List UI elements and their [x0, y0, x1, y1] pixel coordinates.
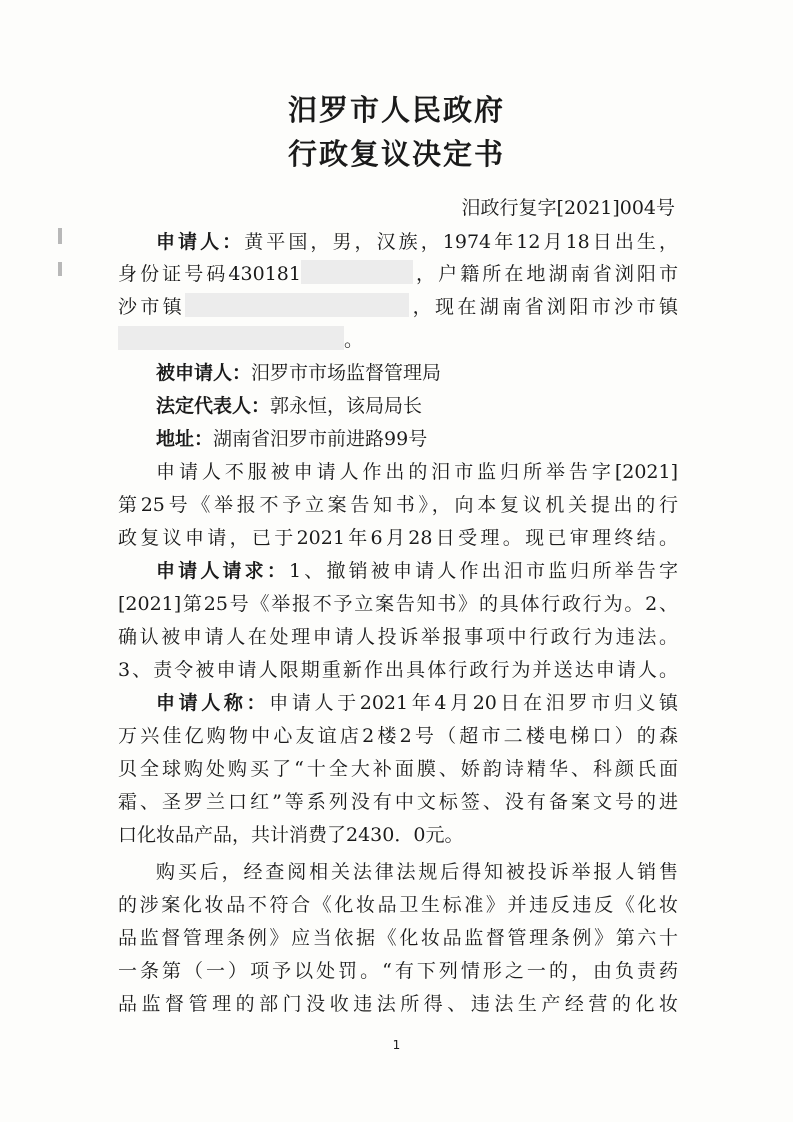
paragraph-line: 购买后，经查阅相关法律法规后得知被投诉举报人销售: [156, 861, 678, 883]
request-line1: 申请人请求：1、撤销被申请人作出汨市监归所举告字: [156, 560, 678, 582]
claim-line1: 申请人称：申请人于2021年4月20日在汨罗市归义镇: [156, 692, 678, 714]
redaction-block: [185, 293, 409, 317]
applicant-line1: 申请人：黄平国，男，汉族，1974年12月18日出生，: [156, 231, 678, 253]
doc-title-line1: 汨罗市人民政府: [287, 93, 505, 127]
paragraph-line: 确认被申请人在处理申请人投诉举报事项中行政行为违法。: [118, 626, 678, 648]
request-label: 申请人请求：: [156, 560, 290, 582]
paragraph-line: 第25号《举报不予立案告知书》，向本复议机关提出的行: [118, 494, 678, 516]
claim-label: 申请人称：: [156, 692, 270, 714]
page-number: 1: [392, 1038, 401, 1052]
scan-mark: [58, 228, 62, 244]
doc-number: 汨政行复字[2021]004号: [461, 197, 675, 219]
paragraph-line: 的涉案化妆品不符合《化妆品卫生标准》并违反违反《化妆: [118, 894, 678, 916]
paragraph-line: 品监督管理条例》应当依据《化妆品监督管理条例》第六十: [118, 927, 678, 949]
paragraph-line: 贝全球购处购买了“十全大补面膜、娇韵诗精华、科颜氏面: [118, 758, 678, 780]
respondent-label: 被申请人：: [156, 362, 252, 384]
paragraph-line: 口化妆品产品，共计消费了2430．0元。: [118, 824, 464, 846]
applicant-line3: 沙市镇 ，现在湖南省浏阳市沙市镇: [118, 291, 678, 323]
scan-mark: [58, 262, 62, 276]
legal-rep-line: 法定代表人：郭永恒，该局局长: [156, 395, 423, 417]
paragraph-line: [2021]第25号《举报不予立案告知书》的具体行政行为。2、: [118, 593, 678, 615]
redaction-block: [301, 260, 413, 284]
redaction-block: [118, 326, 344, 350]
applicant-label: 申请人：: [156, 231, 245, 253]
paragraph-line: 万兴佳亿购物中心友谊店2楼2号（超市二楼电梯口）的森: [118, 725, 678, 747]
legal-rep-label: 法定代表人：: [156, 395, 271, 417]
address-line: 地址：湖南省汨罗市前进路99号: [156, 428, 428, 450]
address-label: 地址：: [156, 428, 214, 450]
paragraph-line: 品监督管理的部门没收违法所得、违法生产经营的化妆: [118, 993, 678, 1015]
paragraph-line: 3、责令被申请人限期重新作出具体行政行为并送达申请人。: [118, 659, 678, 681]
applicant-line4: 。: [118, 324, 678, 356]
paragraph-line: 霜、圣罗兰口红”等系列没有中文标签、没有备案文号的进: [118, 791, 678, 813]
paragraph-line: 申请人不服被申请人作出的汨市监归所举告字[2021]: [156, 461, 678, 483]
paragraph-line: 政复议申请，已于2021年6月28日受理。现已审理终结。: [118, 527, 678, 549]
doc-title-line2: 行政复议决定书: [287, 137, 505, 171]
paragraph-line: 一条第（一）项予以处罚。“有下列情形之一的，由负责药: [118, 960, 678, 982]
respondent-line: 被申请人：汨罗市市场监督管理局: [156, 362, 442, 384]
applicant-line2: 身份证号码430181 ，户籍所在地湖南省浏阳市: [118, 258, 678, 290]
